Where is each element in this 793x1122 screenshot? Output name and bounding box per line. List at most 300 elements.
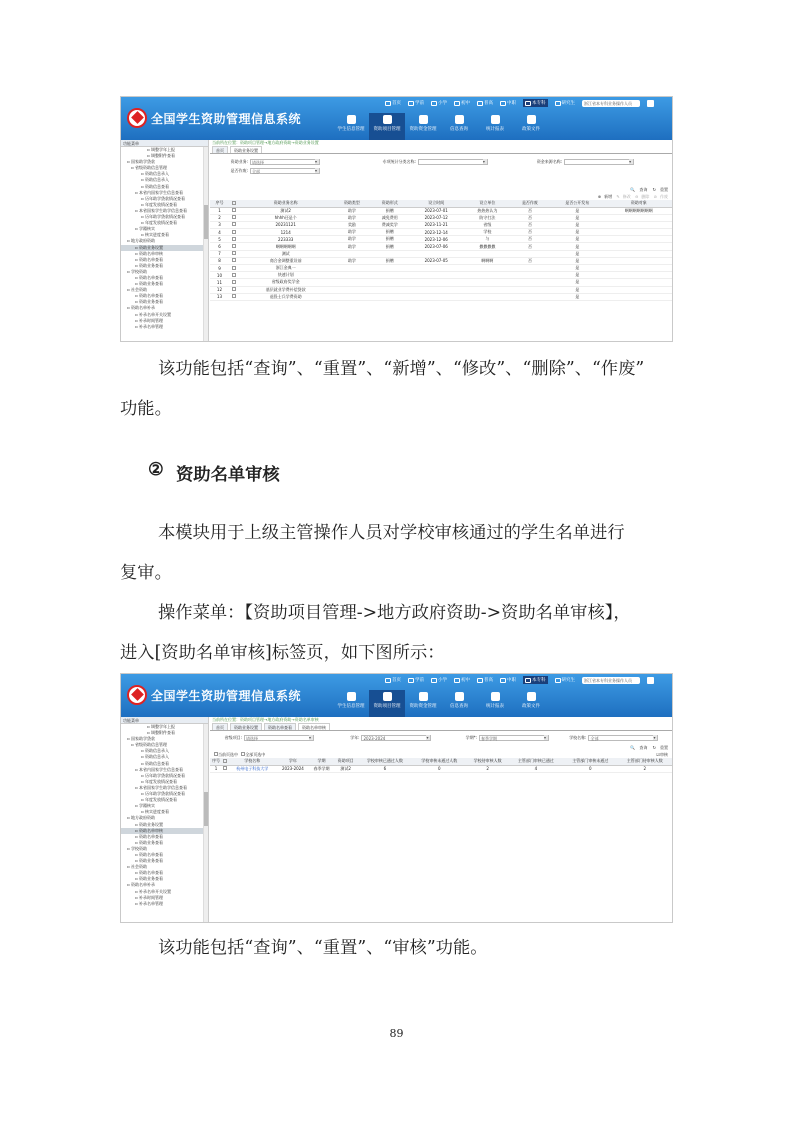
sidebar-item[interactable]: ▫ 资助信息查看 <box>141 183 169 189</box>
sidebar-item[interactable]: ▫ 调整学年上报 <box>147 724 175 729</box>
fund-source-select[interactable] <box>564 159 634 165</box>
logout-icon[interactable] <box>647 100 654 107</box>
edit-button[interactable]: ✎ 修改 <box>616 194 631 199</box>
table-cell[interactable] <box>229 286 238 293</box>
sidebar-item[interactable]: ▫ 地方政府资助 <box>127 815 155 821</box>
user-role-select[interactable]: 浙江省本专科业务操作人员 <box>582 100 640 107</box>
top-link-undergrad[interactable]: 本专科 <box>523 99 548 107</box>
province-project-select[interactable]: 请选择 ▾ <box>244 735 314 741</box>
table-cell: 浙江金典一 <box>238 265 333 272</box>
province-project-field: 省级项目: 请选择 ▾ <box>214 735 331 741</box>
row-checkbox[interactable] <box>232 294 236 298</box>
sidebar-item[interactable]: ▫ 调整学年上报 <box>147 147 175 152</box>
sidebar-scrollbar[interactable] <box>203 147 208 341</box>
paragraph-3: 操作菜单：【资助项目管理->地方政府资助->资助名单审核】， <box>158 603 631 623</box>
table-cell <box>333 279 371 286</box>
module-student-info[interactable]: 学生信息管理 <box>333 113 369 140</box>
table-cell <box>606 265 672 272</box>
high-school-icon <box>477 678 483 683</box>
table-cell: 与 <box>464 236 511 243</box>
sidebar-item[interactable]: ▫ 学籍核实 <box>135 226 155 232</box>
top-link-primary[interactable]: 小学 <box>431 677 447 683</box>
module-statistics[interactable]: 统计报表 <box>477 690 513 717</box>
table-row[interactable] <box>210 279 672 286</box>
table-cell <box>511 279 549 286</box>
table-cell: hhhh还是个 <box>238 214 333 221</box>
delete-button[interactable]: ⊖ 删除 <box>635 194 650 199</box>
column-header: 设立时间 <box>409 200 464 207</box>
row-checkbox[interactable] <box>232 244 236 248</box>
table-cell: 否 <box>511 257 549 264</box>
row-checkbox[interactable] <box>232 273 236 277</box>
table-cell: 否 <box>511 221 549 228</box>
table-cell: 2023-07-06 <box>409 243 464 250</box>
search-form <box>210 154 672 178</box>
section-number: ② <box>148 460 164 480</box>
tab-list-review[interactable]: 资助名单审核 <box>298 723 330 730</box>
edit-document-icon <box>527 115 536 124</box>
sidebar-item[interactable]: ▫ 本省内国家学生信息查看 <box>135 766 183 772</box>
table-cell <box>464 279 511 286</box>
screenshot-fund-list-review <box>120 673 673 923</box>
table-cell <box>333 250 371 257</box>
business-table <box>210 200 672 301</box>
column-header: 主管部门待审核人数 <box>617 758 672 765</box>
table-cell: 3 <box>210 221 229 228</box>
user-role-select[interactable]: 浙江省本专科业务操作人员 <box>582 677 640 684</box>
table-row[interactable] <box>210 765 672 772</box>
table-cell: 2023-12-14 <box>409 229 464 236</box>
sidebar-item[interactable]: ▫ 资助信息录入 <box>141 177 169 183</box>
table-row[interactable] <box>210 207 672 214</box>
sidebar-item[interactable]: ▫ 省级资助信息管理 <box>131 165 167 171</box>
junior-icon <box>454 678 460 683</box>
table-cell <box>464 265 511 272</box>
paragraph-1-cont: 功能。 <box>120 399 172 419</box>
table-cell <box>606 279 672 286</box>
table-cell: 0 <box>412 765 466 772</box>
sidebar-item[interactable]: ▫ 资助名单查看 <box>135 851 163 857</box>
table-row[interactable] <box>210 221 672 228</box>
scrollbar-thumb[interactable] <box>204 205 208 239</box>
school-year-field: 学年: 2023-2024 ▾ <box>331 735 448 741</box>
table-cell: 基层就业学费补偿贷款 <box>238 286 333 293</box>
sidebar-item[interactable]: ▫ 资助名单补录 <box>127 305 155 311</box>
primary-icon <box>431 678 437 683</box>
fund-source-field: 资金来源名称: ▾ <box>524 159 662 165</box>
table-cell: 快速计划 <box>238 272 333 279</box>
column-header: 设立单位 <box>464 200 511 207</box>
module-nav <box>333 113 549 140</box>
table-cell: 2023-2024 <box>276 765 309 772</box>
top-link-junior[interactable]: 初中 <box>454 677 470 683</box>
table-row[interactable] <box>210 236 672 243</box>
module-info-query[interactable]: 信息查询 <box>441 690 477 717</box>
column-header: 资助类型 <box>333 200 371 207</box>
module-student-info[interactable]: 学生信息管理 <box>333 690 369 717</box>
table-row[interactable] <box>210 286 672 293</box>
sidebar-item[interactable]: ▫ 国家助学贷款 <box>127 736 155 742</box>
column-header: 学校待审核人数 <box>466 758 508 765</box>
sidebar-item[interactable]: ▫ 补录名单开关设置 <box>135 311 171 317</box>
sidebar-header: 功能菜单 <box>121 140 208 147</box>
table-cell <box>409 250 464 257</box>
table-cell: 223333 <box>238 236 333 243</box>
preschool-icon <box>408 678 414 683</box>
top-link-vocational[interactable]: 中职 <box>500 677 516 683</box>
table-cell <box>606 286 672 293</box>
sidebar-item[interactable]: ▫ 资助名单审核 <box>121 828 208 834</box>
sidebar-item[interactable]: ▫ 资助业务查看 <box>135 839 163 845</box>
sidebar-item[interactable]: ▫ 资助业务设置 <box>121 245 208 251</box>
top-link-home[interactable]: 首页 <box>385 677 401 683</box>
sidebar-item[interactable]: ▫ 资助名单审核 <box>135 250 163 256</box>
row-checkbox[interactable] <box>232 280 236 284</box>
module-statistics[interactable]: 统计报表 <box>477 113 513 140</box>
table-cell <box>409 272 464 279</box>
sidebar-item[interactable]: ▫ 补录名单开关设置 <box>135 888 171 894</box>
table-row[interactable] <box>210 257 672 264</box>
breadcrumb: 当前所在位置：资助项目管理→地方政府资助→资助名单审核 <box>212 717 319 722</box>
table-cell[interactable] <box>229 214 238 221</box>
sidebar-item[interactable]: ▫ 年度发放情况查看 <box>141 778 177 784</box>
table-cell: 13 <box>210 293 229 300</box>
sidebar-item[interactable]: ▫ 资助名单查看 <box>135 293 163 299</box>
table-cell[interactable] <box>229 243 238 250</box>
top-link-high[interactable]: 普高 <box>477 677 493 683</box>
module-policy-files[interactable]: 政策文件 <box>513 113 549 140</box>
sidebar-item[interactable]: ▫ 调整附件查看 <box>147 730 175 736</box>
column-header: 学校审核已通过人数 <box>358 758 412 765</box>
scrollbar-thumb[interactable] <box>204 792 208 826</box>
sidebar-item[interactable]: ▫ 本省国家学生助学信息查看 <box>135 207 187 213</box>
table-cell <box>409 279 464 286</box>
sidebar-item[interactable]: ▫ 国家助学贷款 <box>127 159 155 165</box>
paragraph-2-cont: 复审。 <box>120 563 172 583</box>
home-icon <box>385 101 391 106</box>
sidebar-scrollbar[interactable] <box>203 724 208 922</box>
table-row[interactable] <box>210 293 672 300</box>
table-cell[interactable] <box>229 272 238 279</box>
table-row[interactable] <box>210 229 672 236</box>
main-panel <box>210 717 672 922</box>
table-cell <box>606 293 672 300</box>
column-header[interactable] <box>229 200 238 207</box>
sidebar-item[interactable]: ▫ 历年助学贷款情况查看 <box>141 791 185 797</box>
row-checkbox[interactable] <box>232 222 236 226</box>
sidebar-item[interactable]: ▫ 本省内国家学生信息查看 <box>135 189 183 195</box>
table-cell: 减免费用 <box>371 214 409 221</box>
search-button[interactable]: 🔍 查询 <box>630 745 648 750</box>
column-header: 学校名称 <box>228 758 276 765</box>
column-header: 资助对象 <box>606 200 672 207</box>
paragraph-3-cont: 进入[资助名单审核]标签页，如下图所示： <box>120 643 445 663</box>
app-header <box>121 674 672 717</box>
review-table <box>210 758 672 773</box>
document-icon <box>455 115 464 124</box>
table-cell: 助学 <box>333 207 371 214</box>
module-project-management[interactable]: 资助项目管理 <box>369 690 405 717</box>
module-fund-management[interactable]: 资助资金管理 <box>405 690 441 717</box>
table-cell: 春季学期 <box>309 765 333 772</box>
paragraph-2: 本模块用于上级主管操作人员对学校审核通过的学生名单进行 <box>158 523 625 543</box>
table-cell: 助学 <box>333 229 371 236</box>
sidebar-item[interactable]: ▫ 社会资助 <box>127 287 147 293</box>
sidebar-item[interactable]: ▫ 资助信息录入 <box>141 171 169 177</box>
table-cell: 12 <box>210 286 229 293</box>
table-cell[interactable] <box>229 221 238 228</box>
row-checkbox[interactable] <box>232 208 236 212</box>
table-cell: 啊啊啊啊啊 <box>238 243 333 250</box>
table-cell[interactable] <box>229 250 238 257</box>
top-link-high[interactable]: 普高 <box>477 100 493 106</box>
table-row[interactable] <box>210 214 672 221</box>
reset-button[interactable]: ↻ 重置 <box>652 187 668 192</box>
sidebar-item[interactable]: ▫ 省级资助信息管理 <box>131 742 167 748</box>
table-cell: 啊啊啊啊啊啊啊 <box>606 207 672 214</box>
search-buttons <box>210 186 672 193</box>
money-icon <box>419 115 428 124</box>
semester-select[interactable]: 春季学期 ▾ <box>479 735 549 741</box>
sidebar-item[interactable]: ▫ 社会资助 <box>127 864 147 870</box>
column-header: 是否公开发布 <box>549 200 606 207</box>
table-cell: 费减奖学 <box>371 221 409 228</box>
table-cell <box>409 265 464 272</box>
users-icon <box>347 692 356 701</box>
sidebar-item[interactable]: ▫ 资助业务查看 <box>135 281 163 287</box>
junior-icon <box>454 101 460 106</box>
tab-bar <box>210 146 672 154</box>
table-cell: 省级政府奖学金 <box>238 279 333 286</box>
system-title: 全国学生资助管理信息系统 <box>151 689 302 703</box>
top-link-graduate[interactable]: 研究生 <box>555 100 576 106</box>
top-link-graduate[interactable]: 研究生 <box>555 677 576 683</box>
table-cell: 是 <box>549 293 606 300</box>
row-checkbox[interactable] <box>232 230 236 234</box>
module-fund-management[interactable]: 资助资金管理 <box>405 113 441 140</box>
table-cell <box>464 272 511 279</box>
sidebar-item[interactable]: ▫ 历年助学贷款情况查看 <box>141 195 185 201</box>
column-header: 资助业务名称 <box>238 200 333 207</box>
sidebar-item[interactable]: ▫ 学校资助 <box>127 845 147 851</box>
top-link-vocational[interactable]: 中职 <box>500 100 516 106</box>
page-number: 89 <box>389 1027 404 1040</box>
sidebar-item[interactable]: ▫ 地方政府资助 <box>127 238 155 244</box>
sidebar-item[interactable]: ▫ 学校资助 <box>127 268 147 274</box>
table-cell[interactable] <box>229 257 238 264</box>
table-cell: 测试2 <box>334 765 358 772</box>
table-cell: 测试 <box>238 250 333 257</box>
app-header <box>121 97 672 140</box>
sidebar-item[interactable]: ▫ 资助业务查看 <box>135 858 163 864</box>
table-cell[interactable] <box>229 207 238 214</box>
row-checkbox[interactable] <box>232 237 236 241</box>
school-name-field: 学校名称: 全部 ▾ <box>558 735 668 741</box>
tab-list-view[interactable]: 资助名单查看 <box>264 723 296 730</box>
table-row[interactable] <box>210 265 672 272</box>
sidebar-menu <box>121 140 209 341</box>
sidebar-item[interactable]: ▫ 补录名单管理 <box>135 323 163 329</box>
school-name-select[interactable]: 全部 ▾ <box>588 735 658 741</box>
sidebar-item[interactable]: ▫ 本省国家学生助学信息查看 <box>135 784 187 790</box>
column-header: 主管部门审核已通过 <box>509 758 563 765</box>
table-cell: 1214 <box>238 229 333 236</box>
table-cell <box>606 221 672 228</box>
table-cell: 2023-07-01 <box>409 207 464 214</box>
operation-buttons <box>210 193 672 200</box>
column-header: 学年 <box>276 758 309 765</box>
table-cell: 是 <box>549 265 606 272</box>
column-header: 序号 <box>210 200 229 207</box>
search-form <box>210 731 672 744</box>
table-cell[interactable] <box>229 265 238 272</box>
vocational-icon <box>500 101 506 106</box>
sidebar-item[interactable]: ▫ 资助信息查看 <box>141 760 169 766</box>
sidebar-item[interactable]: ▫ 补录时间管理 <box>135 894 163 900</box>
table-cell <box>371 272 409 279</box>
table-cell: 省级 <box>464 221 511 228</box>
table-cell: 撒撒撒撒 <box>464 243 511 250</box>
table-cell[interactable] <box>229 279 238 286</box>
void-select[interactable]: 全部 ▾ <box>250 168 320 174</box>
table-cell: 20231121 <box>238 221 333 228</box>
sidebar-item[interactable]: ▫ 资助信息录入 <box>141 754 169 760</box>
table-cell <box>606 272 672 279</box>
top-link-undergrad[interactable]: 本专科 <box>523 676 548 684</box>
table-cell <box>606 250 672 257</box>
table-cell <box>511 265 549 272</box>
table-cell: 助学 <box>333 236 371 243</box>
sidebar-item[interactable]: ▫ 历年助学贷款情况查看 <box>141 772 185 778</box>
top-link-junior[interactable]: 初中 <box>454 100 470 106</box>
sidebar-item[interactable]: ▫ 核实进度查看 <box>141 809 169 815</box>
sidebar-item[interactable]: ▫ 历年助学贷款情况查看 <box>141 214 185 220</box>
home-icon <box>385 678 391 683</box>
sidebar-item[interactable]: ▫ 资助名单补录 <box>127 882 155 888</box>
tab-business-settings[interactable]: 资助业务设置 <box>230 723 262 730</box>
column-header: 资助形式 <box>371 200 409 207</box>
sidebar-item[interactable]: ▫ 学籍核实 <box>135 803 155 809</box>
system-logo-icon <box>127 685 147 705</box>
module-policy-files[interactable]: 政策文件 <box>513 690 549 717</box>
table-row[interactable] <box>210 250 672 257</box>
select-all-checkbox[interactable] <box>223 759 227 763</box>
sidebar-item[interactable]: ▫ 资助业务查看 <box>135 299 163 305</box>
sidebar-item[interactable]: ▫ 资助名单查看 <box>135 274 163 280</box>
table-cell: 11 <box>210 279 229 286</box>
audit-button[interactable]: ☑审核 <box>656 752 668 757</box>
primary-icon <box>431 101 437 106</box>
table-cell <box>371 250 409 257</box>
sidebar-item[interactable]: ▫ 核实进度查看 <box>141 232 169 238</box>
table-cell <box>606 236 672 243</box>
users-icon <box>347 115 356 124</box>
main-panel <box>210 140 672 341</box>
sidebar-item[interactable]: ▫ 补录时间管理 <box>135 317 163 323</box>
table-cell <box>371 279 409 286</box>
table-row[interactable] <box>210 243 672 250</box>
table-cell <box>464 293 511 300</box>
sidebar-item[interactable]: ▫ 年度发放情况查看 <box>141 220 177 226</box>
top-link-primary[interactable]: 小学 <box>431 100 447 106</box>
column-header: 学校审核未通过人数 <box>412 758 466 765</box>
table-row[interactable] <box>210 272 672 279</box>
table-cell <box>464 286 511 293</box>
sidebar-item[interactable]: ▫ 年度发放情况查看 <box>141 797 177 803</box>
tab-business-settings[interactable]: 资助业务设置 <box>230 146 262 153</box>
void-button[interactable]: ⊘ 作废 <box>653 194 668 199</box>
sidebar-item[interactable]: ▫ 调整附件查看 <box>147 153 175 159</box>
reset-button[interactable]: ↻ 重置 <box>652 745 668 750</box>
table-cell: 是 <box>549 257 606 264</box>
table-cell <box>511 250 549 257</box>
table-cell: 2 <box>617 765 672 772</box>
sidebar-item[interactable]: ▫ 年度发放情况查看 <box>141 201 177 207</box>
table-cell <box>371 293 409 300</box>
table-cell: 捐赠 <box>371 207 409 214</box>
top-links <box>385 99 654 107</box>
business-select[interactable]: 请选择 ▾ <box>250 159 320 165</box>
row-checkbox[interactable] <box>232 266 236 270</box>
row-checkbox[interactable] <box>223 766 227 770</box>
table-cell <box>333 265 371 272</box>
row-checkbox[interactable] <box>232 287 236 291</box>
module-project-management[interactable]: 资助项目管理 <box>369 113 405 140</box>
add-button[interactable]: ⊕ 新增 <box>597 194 613 199</box>
table-cell: 是 <box>549 221 606 228</box>
sidebar-tree <box>121 147 208 330</box>
table-cell[interactable] <box>229 293 238 300</box>
sidebar-item[interactable]: ▫ 资助名单查看 <box>135 833 163 839</box>
table-cell: 助学 <box>333 243 371 250</box>
row-checkbox[interactable] <box>232 215 236 219</box>
sidebar-item[interactable]: ▫ 资助名单查看 <box>135 256 163 262</box>
sidebar-item[interactable]: ▫ 资助名单查看 <box>135 870 163 876</box>
tab-home[interactable]: 首页 <box>212 723 228 730</box>
row-checkbox[interactable] <box>232 258 236 262</box>
graduation-cap-icon <box>525 678 531 683</box>
table-cell[interactable] <box>229 229 238 236</box>
sidebar-item[interactable]: ▫ 补录名单管理 <box>135 900 163 906</box>
table-cell: 2 <box>466 765 508 772</box>
top-link-home[interactable]: 首页 <box>385 100 401 106</box>
table-cell <box>606 229 672 236</box>
top-link-preschool[interactable]: 学前 <box>408 100 424 106</box>
top-link-preschool[interactable]: 学前 <box>408 677 424 683</box>
category-select[interactable] <box>418 159 488 165</box>
sidebar-item[interactable]: ▫ 资助业务查看 <box>135 876 163 882</box>
search-button[interactable]: 🔍 查询 <box>630 187 648 192</box>
sidebar-item[interactable]: ▫ 资助业务查看 <box>135 262 163 268</box>
table-cell <box>409 293 464 300</box>
row-checkbox[interactable] <box>232 251 236 255</box>
graduate-icon <box>555 678 561 683</box>
table-cell: 2023-12-06 <box>409 236 464 243</box>
logout-icon[interactable] <box>647 677 654 684</box>
system-title: 全国学生资助管理信息系统 <box>151 112 302 126</box>
table-cell: 是 <box>549 279 606 286</box>
module-info-query[interactable]: 信息查询 <box>441 113 477 140</box>
sidebar-item[interactable]: ▫ 资助信息录入 <box>141 748 169 754</box>
table-cell: 是 <box>549 272 606 279</box>
sidebar-item[interactable]: ▫ 资助业务设置 <box>135 821 163 827</box>
table-cell <box>511 293 549 300</box>
school-year-select[interactable]: 2023-2024 ▾ <box>361 735 431 741</box>
tab-home[interactable]: 首页 <box>212 146 228 153</box>
table-cell[interactable] <box>229 236 238 243</box>
table-cell <box>333 286 371 293</box>
select-all-checkbox[interactable] <box>232 201 236 205</box>
